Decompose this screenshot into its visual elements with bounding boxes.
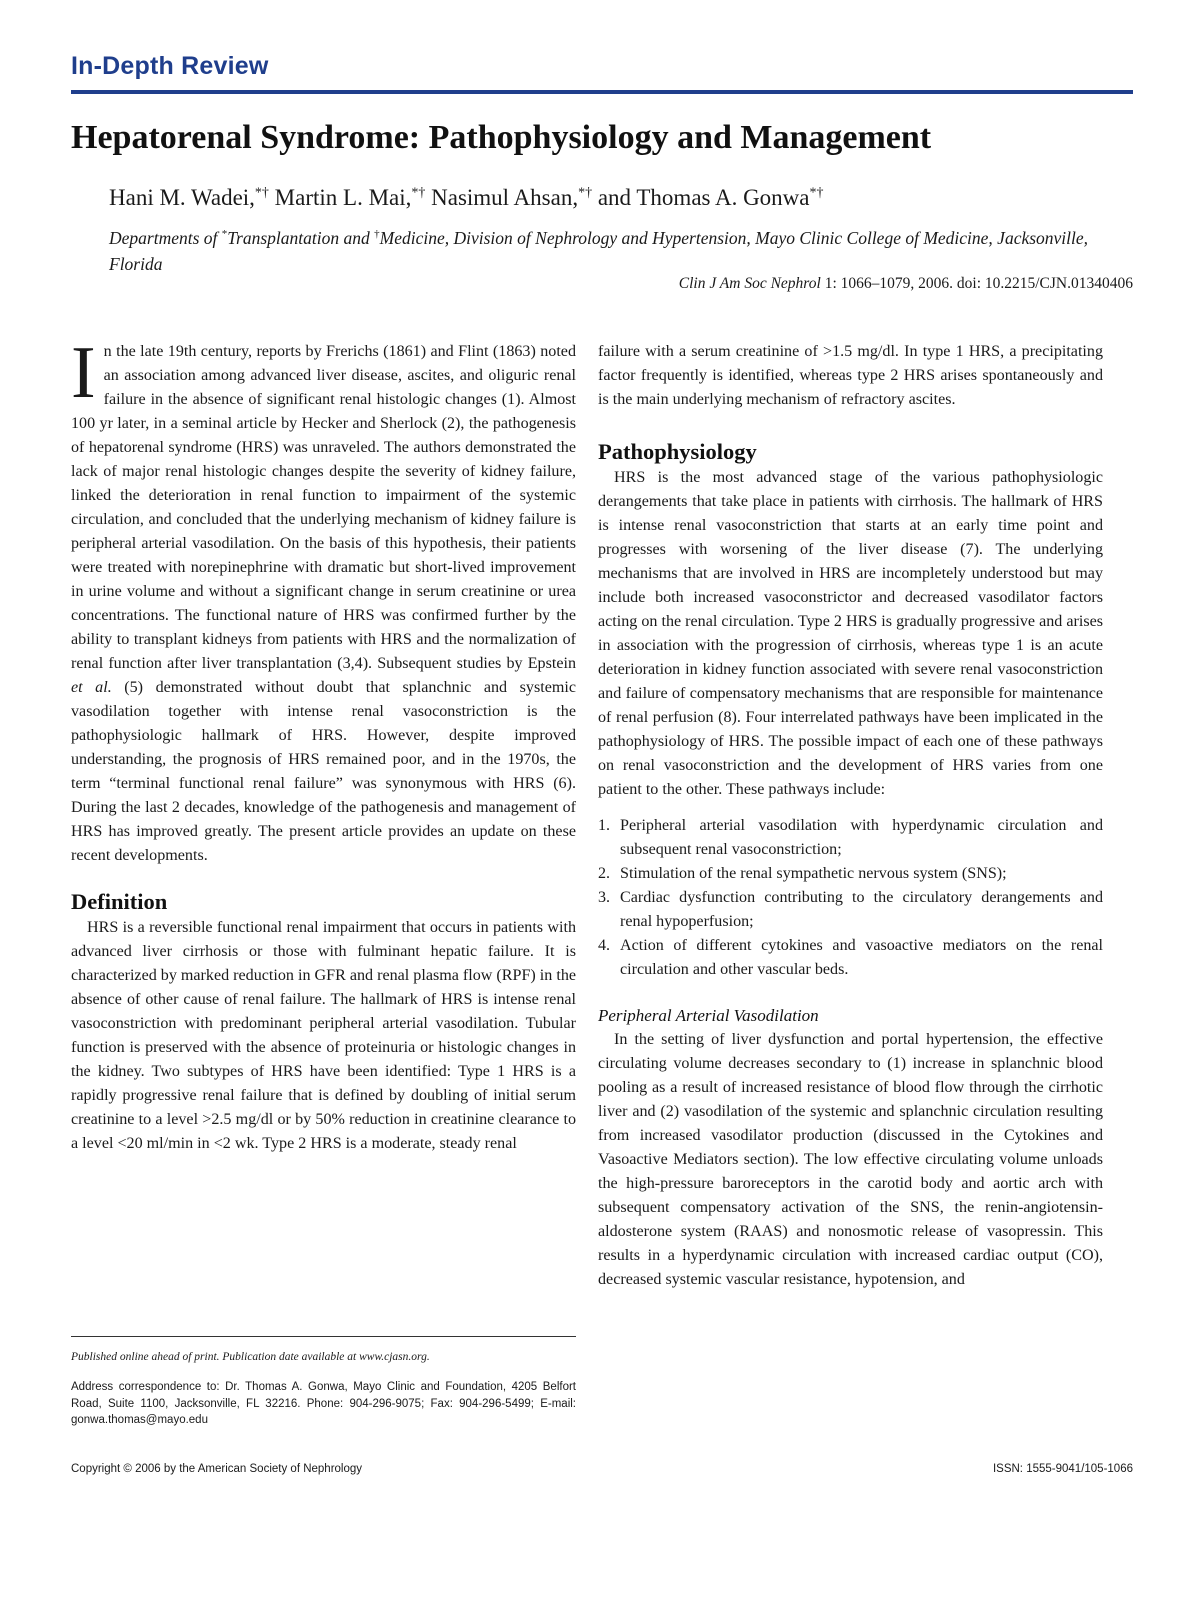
- list-item: [598, 814, 1103, 862]
- pathways-list: [598, 814, 1103, 982]
- author-marks: *†: [809, 185, 824, 201]
- intro-text: n the late 19th century, reports by Frerichs (1861) and Flint (1863) noted an association among advanced liver disease, ascites, and oliguric renal failure in the absence of significant renal histologic changes (1). Almost 100 yr later, in a seminal article by Hecker and Sherlock (2), the pathogenesis of hepatorenal syndrome (HRS) was unraveled. The authors demonstrated the lack of major renal histologic changes despite the severity of kidney failure, linked the deterioration in renal function to impairment of the systemic circulation, and concluded that the underlying mechanism of kidney failure is peripheral arterial vasodilation. On the basis of this hypothesis, their patients were treated with norepinephrine with dramatic but short-lived improvement in urine volume and without a significant change in serum creatinine or urea concentrations. The functional nature of HRS was confirmed further by the ability to transplant kidneys from patients with HRS and the normalization of renal function after liver transplantation (3,4). Subsequent studies by Epstein: [71, 343, 576, 672]
- intro-italic: et al.: [71, 679, 112, 696]
- author-separator: and: [592, 185, 637, 210]
- header-rule: [71, 90, 1133, 94]
- list-text: Cardiac dysfunction contributing to the circulatory derangements and renal hypoperfusion;: [620, 889, 1103, 930]
- list-item: [598, 934, 1103, 982]
- list-item: [598, 886, 1103, 934]
- author-marks: *†: [411, 185, 426, 201]
- author-name: Hani M. Wadei,: [109, 185, 255, 210]
- article-title: Hepatorenal Syndrome: Pathophysiology and Management: [71, 119, 932, 156]
- definition-paragraph-cont: failure with a serum creatinine of >1.5 mg/dl. In type 1 HRS, a precipitating factor frequently is identified, whereas type 2 HRS arises spontaneously and is the main underlying mechanism of refractory ascites.: [598, 343, 1103, 408]
- affiliation: [109, 221, 1129, 277]
- pathophysiology-paragraph: HRS is the most advanced stage of the various pathophysiologic derangements that take place in patients with cirrhosis. The hallmark of HRS is intense renal vasoconstriction that starts at an early time point and progresses with worsening of the liver disease (7). The underlying mechanisms that are involved in HRS are incompletely understood but may include both increased vasoconstrictor and decreased vasodilator factors acting on the renal circulation. Type 2 HRS is gradually progressive and arises in association with the progression of cirrhosis, whereas type 1 is an acute deterioration in kidney function associated with severe renal vasoconstriction and failure of compensatory mechanisms that are responsible for maintenance of renal perfusion (8). Four interrelated pathways have been implicated in the pathophysiology of HRS. The possible impact of each one of these pathways on renal vasoconstriction and the development of HRS varies from one patient to the other. These pathways include:: [598, 469, 1103, 798]
- author-name: Martin L. Mai,: [274, 185, 412, 210]
- peripheral-vasodilation-paragraph: In the setting of liver dysfunction and portal hypertension, the effective circulating volume decreases secondary to (1) increase in splanchnic blood pooling as a result of increased resistance of blood flow through the cirrhotic liver and (2) vasodilation of the systemic and splanchnic circulation resulting from increased vasodilator production (discussed in the Cytokines and Vasoactive Mediators section). The low effective circulating volume unloads the high-pressure baroreceptors in the carotid body and aortic arch with subsequent compensatory activation of the SNS, the renin-angiotensin-aldosterone system (RAAS) and nonosmotic release of vasopressin. This results in a hyperdynamic circulation with increased cardiac output (CO), decreased systemic vascular resistance, hypotension, and: [598, 1031, 1103, 1288]
- pathophysiology-heading: Pathophysiology: [598, 439, 757, 464]
- author-name: Nasimul Ahsan,: [431, 185, 579, 210]
- affiliation-dept: Transplantation and: [227, 227, 375, 248]
- definition-heading: Definition: [71, 889, 168, 914]
- drop-cap: I: [71, 332, 96, 414]
- affiliation-prefix: Departments of: [109, 227, 222, 248]
- list-number: 3.: [598, 889, 611, 906]
- copyright: Copyright © 2006 by the American Society of Nephrology: [71, 1463, 363, 1475]
- affiliation-rest: Medicine, Division of Nephrology and Hypertension, Mayo Clinic College of Medicine, Jacksonville, Florida: [109, 227, 1089, 274]
- author-marks: *†: [578, 185, 593, 201]
- peripheral-vasodilation-heading: Peripheral Arterial Vasodilation: [598, 1006, 819, 1025]
- affiliation-mark: *: [221, 228, 228, 240]
- citation: [679, 275, 1133, 293]
- list-number: 2.: [598, 865, 611, 882]
- list-number: 4.: [598, 937, 611, 954]
- affiliation-mark: †: [374, 228, 380, 240]
- footnote-divider: [71, 1336, 576, 1337]
- author-list: [109, 185, 824, 211]
- list-text: Stimulation of the renal sympathetic nervous system (SNS);: [620, 865, 1007, 882]
- citation-details: 1: 1066–1079, 2006. doi: 10.2215/CJN.01340406: [820, 275, 1133, 292]
- correspondence-address: Address correspondence to: Dr. Thomas A. Gonwa, Mayo Clinic and Foundation, 4205 Belfort Road, Suite 1100, Jacksonville, FL 32216. Phone: 904-296-9075; Fax: 904-296-5499; E-mail: gonwa.thomas@mayo.edu: [71, 1381, 576, 1426]
- intro-text-cont: (5) demonstrated without doubt that splanchnic and systemic vasodilation together with intense renal vasoconstriction is the pathophysiologic hallmark of HRS. However, despite improved understanding, the prognosis of HRS remained poor, and in the 1970s, the term “terminal functional renal failure” was synonymous with HRS (6). During the last 2 decades, knowledge of the pathogenesis and management of HRS has improved greatly. The present article provides an update on these recent developments.: [71, 679, 576, 864]
- left-column: [71, 332, 577, 1156]
- section-label: In-Depth Review: [71, 52, 269, 80]
- issn: ISSN: 1555-9041/105-1066: [992, 1463, 1133, 1475]
- author-name: Thomas A. Gonwa: [636, 185, 810, 210]
- intro-paragraph: [71, 332, 576, 868]
- published-note: Published online ahead of print. Publication date available at www.cjasn.org.: [71, 1351, 430, 1363]
- definition-paragraph: HRS is a reversible functional renal impairment that occurs in patients with advanced liver cirrhosis or those with fulminant hepatic failure. It is characterized by marked reduction in GFR and renal plasma flow (RPF) in the absence of other cause of renal failure. The hallmark of HRS is intense renal vasoconstriction with predominant peripheral arterial vasodilation. Tubular function is preserved with the absence of proteinuria or histologic changes in the kidney. Two subtypes of HRS have been identified: Type 1 HRS is a rapidly progressive renal failure that is defined by doubling of initial serum creatinine to a level >2.5 mg/dl or by 50% reduction in creatinine clearance to a level <20 ml/min in <2 wk. Type 2 HRS is a moderate, steady renal: [71, 919, 577, 1152]
- list-item: [598, 862, 1103, 886]
- list-number: 1.: [598, 817, 611, 834]
- journal-name: Clin J Am Soc Nephrol: [678, 275, 821, 292]
- author-marks: *†: [254, 185, 269, 201]
- list-text: Peripheral arterial vasodilation with hyperdynamic circulation and subsequent renal vasoconstriction;: [620, 817, 1103, 858]
- right-column: [598, 340, 1103, 1292]
- list-text: Action of different cytokines and vasoactive mediators on the renal circulation and other vascular beds.: [620, 937, 1103, 978]
